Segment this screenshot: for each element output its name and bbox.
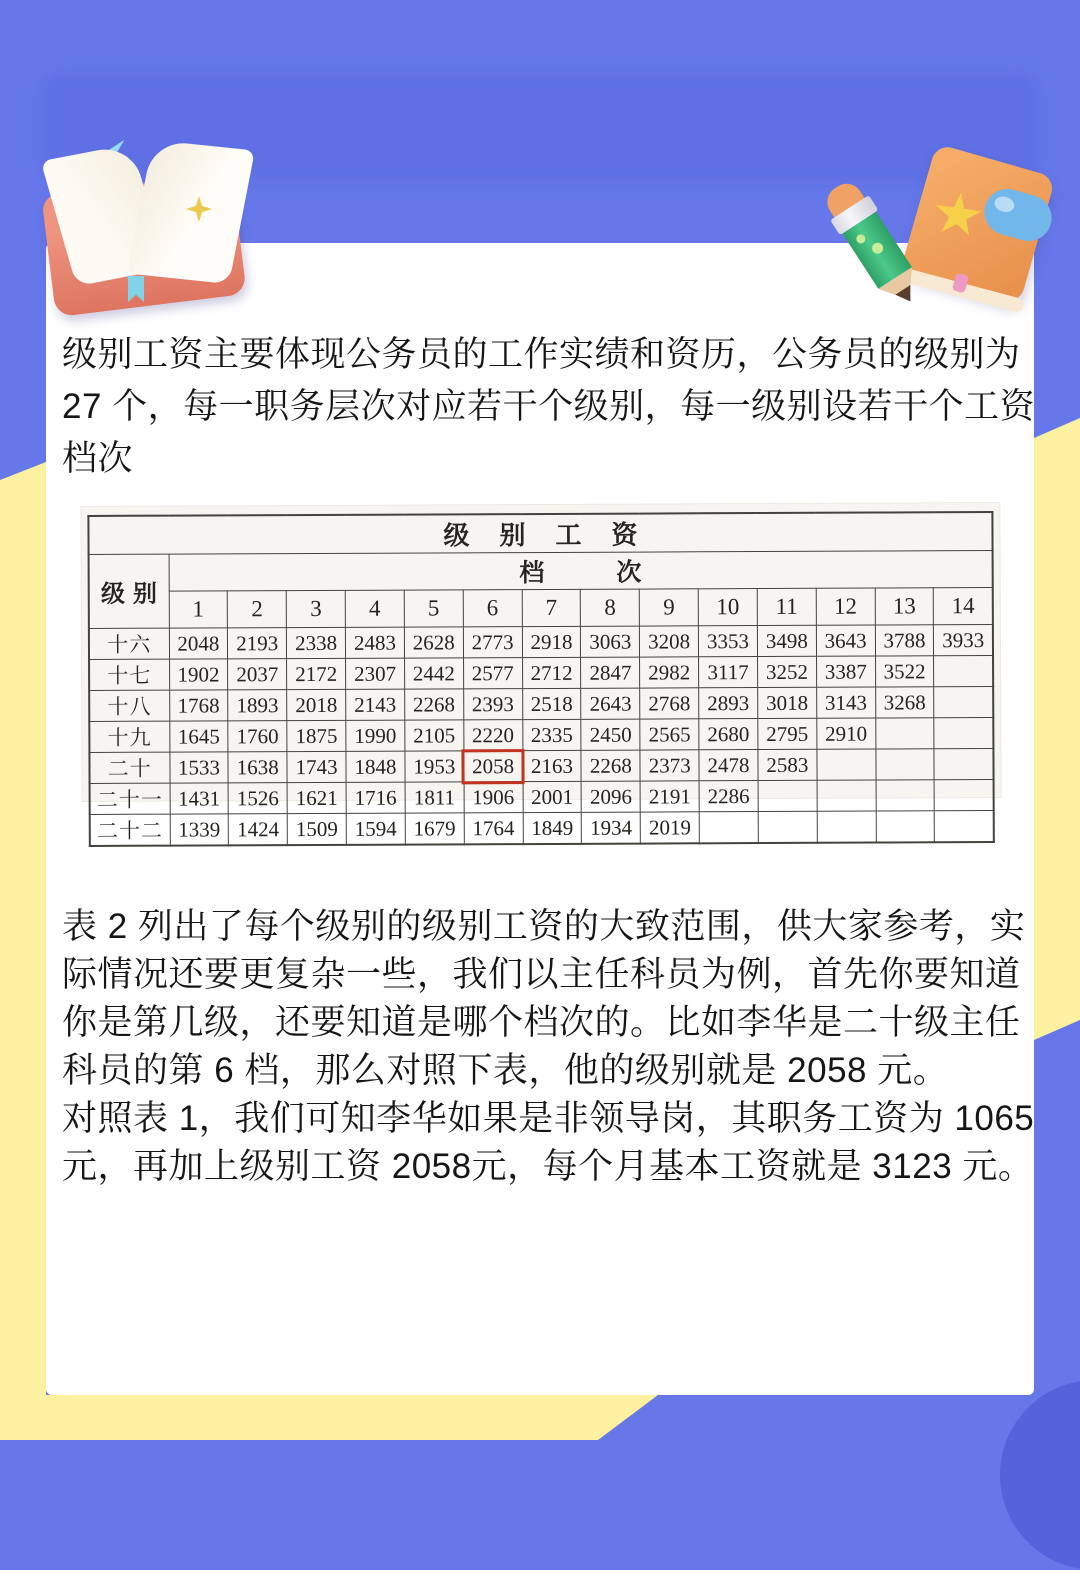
tier-header-row xyxy=(89,588,993,629)
salary-cell: 3788 xyxy=(875,625,934,656)
salary-cell: 2910 xyxy=(817,718,876,749)
salary-cell: 1875 xyxy=(287,720,346,751)
salary-cell: 1760 xyxy=(228,721,287,752)
salary-cell: 3353 xyxy=(698,626,757,657)
tier-col-header: 7 xyxy=(522,589,581,626)
salary-cell: 2172 xyxy=(287,658,346,689)
salary-cell: 2143 xyxy=(346,689,405,720)
body-line: 际情况还要更复杂一些，我们以主任科员为例，首先你要知道 xyxy=(62,955,1021,994)
empty-cell xyxy=(817,780,876,811)
tier-col-header: 3 xyxy=(286,590,345,627)
salary-cell: 2442 xyxy=(404,658,463,689)
salary-cell: 1902 xyxy=(169,659,228,690)
tier-col-header: 5 xyxy=(404,590,463,627)
salary-cell: 2893 xyxy=(699,688,758,719)
table-row xyxy=(89,656,993,691)
empty-cell xyxy=(935,811,994,843)
salary-cell: 2643 xyxy=(581,688,640,719)
grade-row-label: 二十二 xyxy=(90,814,170,846)
salary-cell: 2393 xyxy=(463,689,522,720)
salary-cell: 2773 xyxy=(463,627,522,658)
grade-row-label: 十七 xyxy=(89,659,169,690)
intro-line: 级别工资主要体现公务员的工作实绩和资历，公务员的级别为 xyxy=(62,335,1021,374)
grade-row-label: 十六 xyxy=(89,628,169,659)
tier-col-header: 10 xyxy=(698,589,757,626)
salary-cell: 1533 xyxy=(169,752,228,783)
salary-cell: 3498 xyxy=(757,625,816,656)
book-illustration xyxy=(46,138,256,308)
salary-cell: 2982 xyxy=(640,657,699,688)
body-line: 元，再加上级别工资 2058元，每个月基本工资就是 3123 元。 xyxy=(62,1147,1034,1186)
salary-cell: 2795 xyxy=(758,718,817,749)
salary-cell: 2193 xyxy=(228,628,287,659)
table-stub-header: 级别 xyxy=(89,554,169,628)
salary-cell: 3643 xyxy=(816,625,875,656)
salary-cell: 2105 xyxy=(405,720,464,751)
salary-cell: 1509 xyxy=(287,813,346,845)
salary-cell: 2373 xyxy=(640,750,699,781)
table-row xyxy=(89,749,993,784)
salary-cell: 2307 xyxy=(346,658,405,689)
empty-cell xyxy=(934,656,993,687)
salary-cell: 1990 xyxy=(346,720,405,751)
empty-cell xyxy=(934,718,993,749)
salary-cell: 2478 xyxy=(699,750,758,781)
salary-cell: 2163 xyxy=(522,750,581,781)
salary-cell: 1811 xyxy=(405,782,464,813)
salary-cell: 3063 xyxy=(581,626,640,657)
salary-cell: 1893 xyxy=(228,690,287,721)
body-line: 对照表 1，我们可知李华如果是非领导岗，其职务工资为 1065 xyxy=(62,1099,1035,1138)
tier-col-header: 13 xyxy=(875,588,934,625)
body-line: 你是第几级，还要知道是哪个档次的。比如李华是二十级主任 xyxy=(62,1003,1021,1042)
salary-cell: 2037 xyxy=(228,659,287,690)
salary-cell: 2268 xyxy=(581,750,640,781)
salary-cell: 3018 xyxy=(758,687,817,718)
salary-cell: 2001 xyxy=(523,781,582,812)
salary-cell: 2565 xyxy=(640,719,699,750)
empty-cell xyxy=(699,812,758,844)
salary-cell: 1645 xyxy=(169,721,228,752)
salary-cell: 1621 xyxy=(287,782,346,813)
salary-cell: 2096 xyxy=(581,781,640,812)
salary-cell: 2583 xyxy=(758,749,817,780)
empty-cell xyxy=(934,749,993,780)
salary-cell: 2220 xyxy=(464,720,523,751)
table-row xyxy=(89,718,993,753)
tier-col-header: 4 xyxy=(345,590,404,627)
body-line: 科员的第 6 档，那么对照下表，他的级别就是 2058 元。 xyxy=(62,1051,949,1090)
table-group-row xyxy=(89,551,993,592)
tier-col-header: 6 xyxy=(463,590,522,627)
salary-cell: 1594 xyxy=(346,813,405,845)
salary-cell: 3522 xyxy=(875,656,934,687)
salary-cell: 2335 xyxy=(522,719,581,750)
salary-cell: 1424 xyxy=(229,814,288,846)
grade-row-label: 二十一 xyxy=(90,783,170,814)
body-line: 表 2 列出了每个级别的级别工资的大致范围，供大家参考，实 xyxy=(62,907,1026,946)
tier-col-header: 11 xyxy=(757,588,816,625)
salary-cell: 1716 xyxy=(346,782,405,813)
empty-cell xyxy=(935,780,994,811)
salary-cell: 1849 xyxy=(523,812,582,844)
empty-cell xyxy=(875,718,934,749)
yellow-right-stripe xyxy=(1034,418,1080,1040)
tier-col-header: 14 xyxy=(934,588,993,625)
content-card xyxy=(46,243,1034,1395)
salary-cell: 1768 xyxy=(169,690,228,721)
salary-table-scan xyxy=(81,503,1000,843)
intro-line: 27 个，每一职务层次对应若干个级别，每一级别设若干个工资 xyxy=(62,387,1036,426)
salary-cell: 2268 xyxy=(405,689,464,720)
empty-cell xyxy=(876,749,935,780)
salary-cell: 2577 xyxy=(463,658,522,689)
salary-cell: 3208 xyxy=(640,626,699,657)
salary-cell: 1848 xyxy=(346,751,405,782)
salary-cell: 3268 xyxy=(875,687,934,718)
salary-cell: 1431 xyxy=(170,783,229,814)
tier-col-header: 2 xyxy=(228,591,287,628)
salary-cell: 2338 xyxy=(287,627,346,658)
salary-cell: 3933 xyxy=(934,625,993,656)
salary-cell: 1743 xyxy=(287,751,346,782)
grade-row-label: 十九 xyxy=(89,721,169,752)
salary-cell: 2518 xyxy=(522,688,581,719)
salary-cell: 1953 xyxy=(405,751,464,782)
table-row xyxy=(90,811,994,846)
salary-cell: 1764 xyxy=(464,813,523,845)
stationery-illustration xyxy=(848,146,1056,326)
salary-cell: 1934 xyxy=(582,812,641,844)
empty-cell xyxy=(876,780,935,811)
salary-cell: 1679 xyxy=(405,813,464,845)
salary-cell: 2483 xyxy=(345,627,404,658)
yellow-bottom-band xyxy=(0,1395,658,1440)
intro-paragraph xyxy=(62,329,1036,485)
salary-cell: 3143 xyxy=(816,687,875,718)
salary-cell: 3252 xyxy=(757,656,816,687)
salary-cell: 2712 xyxy=(522,657,581,688)
salary-cell: 2048 xyxy=(169,628,228,659)
salary-grade-table xyxy=(87,511,994,847)
empty-cell xyxy=(817,811,876,843)
tier-col-header: 9 xyxy=(639,589,698,626)
empty-cell xyxy=(758,780,817,811)
table-title: 级别工资 xyxy=(443,520,668,551)
salary-cell: 2680 xyxy=(699,719,758,750)
intro-line: 档次 xyxy=(62,439,134,478)
tier-col-header: 8 xyxy=(581,589,640,626)
salary-cell: 1526 xyxy=(228,783,287,814)
salary-cell: 1339 xyxy=(170,814,229,846)
salary-cell: 2286 xyxy=(699,781,758,812)
table-row xyxy=(89,687,993,722)
salary-cell: 2058 xyxy=(464,751,523,782)
salary-cell: 3117 xyxy=(699,657,758,688)
empty-cell xyxy=(817,749,876,780)
salary-cell: 2628 xyxy=(404,627,463,658)
yellow-left-stripe xyxy=(0,462,46,1440)
table-row xyxy=(90,780,994,815)
grade-row-label: 二十 xyxy=(89,752,169,783)
salary-cell: 1906 xyxy=(464,782,523,813)
tier-col-header: 12 xyxy=(816,588,875,625)
salary-cell: 2191 xyxy=(640,781,699,812)
empty-cell xyxy=(876,811,935,843)
table-title-cell xyxy=(88,512,992,554)
salary-cell: 2019 xyxy=(640,812,699,844)
table-title-row xyxy=(88,512,992,554)
tier-col-header: 1 xyxy=(169,591,228,628)
corner-circle-decoration xyxy=(1000,1380,1080,1570)
salary-cell: 1638 xyxy=(228,752,287,783)
body-paragraph xyxy=(62,903,1035,1191)
table-group-header: 档次 xyxy=(169,551,993,592)
table-row xyxy=(89,625,993,660)
grade-row-label: 十八 xyxy=(89,690,169,721)
salary-cell: 2450 xyxy=(581,719,640,750)
salary-cell: 2847 xyxy=(581,657,640,688)
salary-cell: 2918 xyxy=(522,626,581,657)
salary-cell: 2768 xyxy=(640,688,699,719)
empty-cell xyxy=(934,687,993,718)
salary-cell: 2018 xyxy=(287,689,346,720)
empty-cell xyxy=(758,811,817,843)
salary-cell: 3387 xyxy=(816,656,875,687)
